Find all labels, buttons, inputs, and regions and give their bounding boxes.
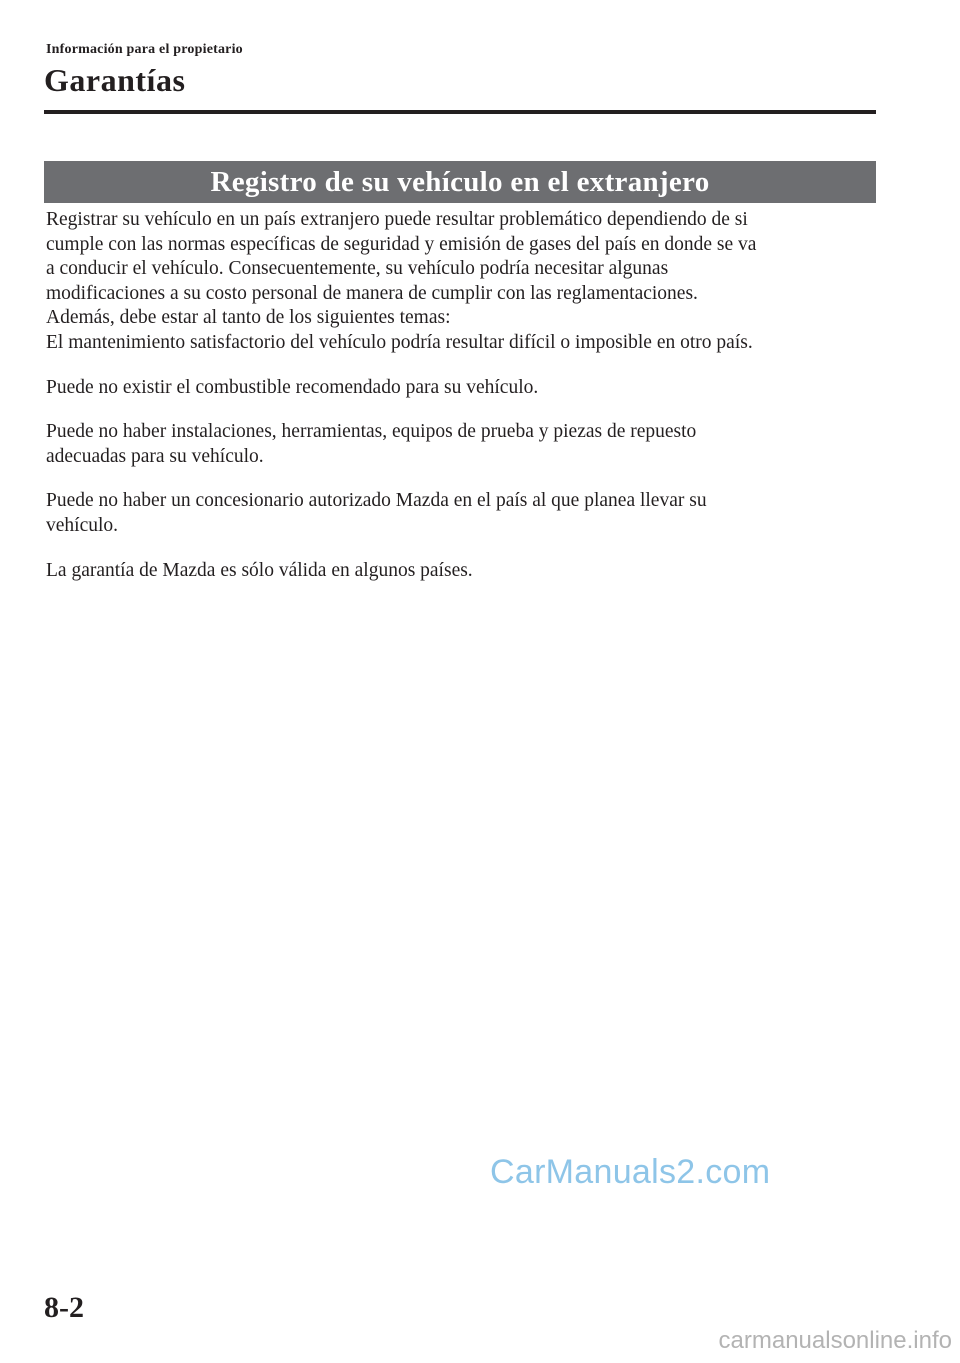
list-item-line: adecuadas para su vehículo.: [46, 445, 264, 467]
intro-line: El mantenimiento satisfactorio del vehículo podría resultar difícil o imposible en otro país.: [46, 331, 753, 353]
list-item: [46, 420, 876, 469]
section-content: [46, 208, 876, 583]
intro-line: Registrar su vehículo en un país extranjero puede resultar problemático dependiendo de si: [46, 209, 748, 230]
list-item: [46, 559, 876, 584]
watermark-logo: CarManuals2.com: [490, 1153, 771, 1191]
intro-line: Además, debe estar al tanto de los siguientes temas:: [46, 307, 451, 329]
intro-line: modificaciones a su costo personal de manera de cumplir con las reglamentaciones.: [46, 282, 698, 304]
list-item-line: La garantía de Mazda es sólo válida en algunos países.: [46, 559, 473, 581]
section-banner: Registro de su vehículo en el extranjero: [44, 161, 876, 203]
breadcrumb: Información para el propietario: [46, 42, 243, 57]
list-item-line: vehículo.: [46, 514, 119, 536]
list-item: [46, 376, 876, 401]
title-rule: [44, 110, 876, 114]
page-number: 8-2: [44, 1291, 84, 1324]
list-item-line: Puede no haber instalaciones, herramientas, equipos de prueba y piezas de repuesto: [46, 421, 697, 443]
intro-paragraph: [46, 208, 876, 356]
list-item: [46, 489, 876, 538]
list-item-line: Puede no existir el combustible recomendado para su vehículo.: [46, 376, 539, 398]
chapter-title: Garantías: [44, 62, 186, 98]
list-item-line: Puede no haber un concesionario autorizado Mazda en el país al que planea llevar su: [46, 490, 707, 512]
footer-watermark: carmanualsonline.info: [718, 1327, 952, 1354]
intro-line: a conducir el vehículo. Consecuentemente, su vehículo podría necesitar algunas: [46, 258, 669, 280]
intro-line: cumple con las normas específicas de seguridad y emisión de gases del país en donde se va: [46, 233, 757, 255]
